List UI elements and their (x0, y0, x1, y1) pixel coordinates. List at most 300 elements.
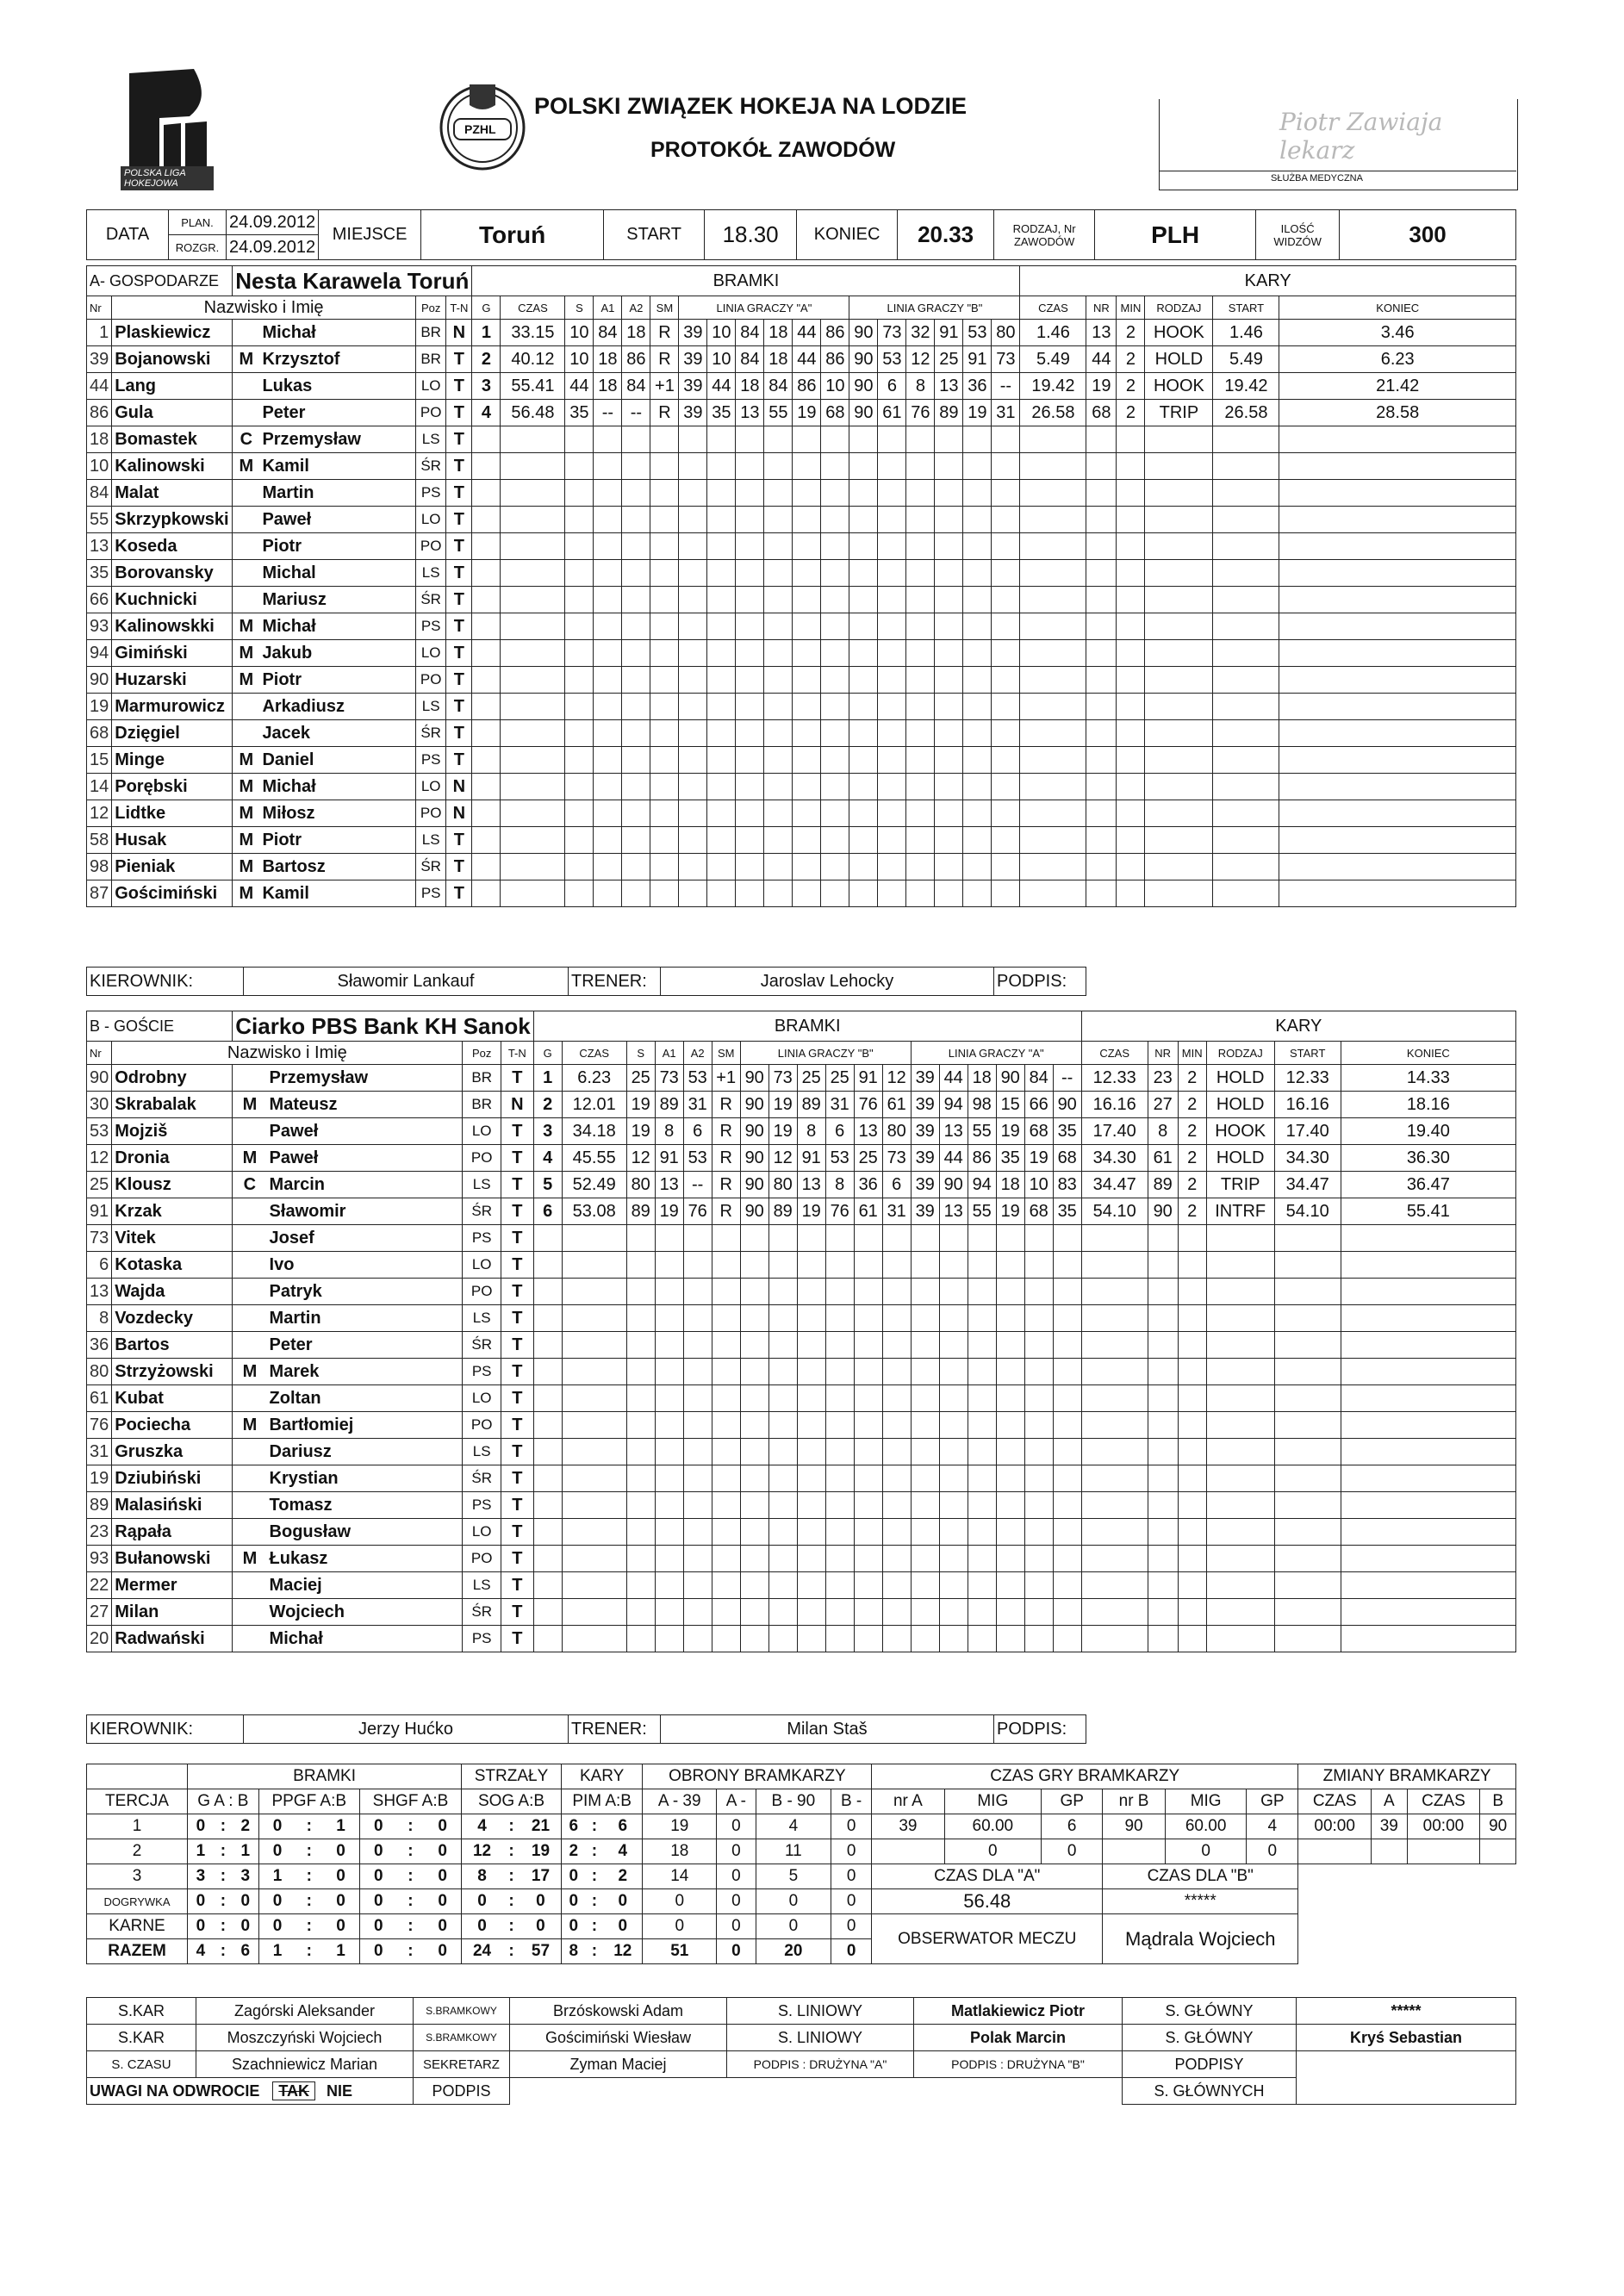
line-a-player (797, 1599, 825, 1626)
line-a-player (821, 480, 849, 507)
player-firstname: Sławomir (267, 1198, 463, 1225)
shgf-sep: : (397, 1914, 424, 1939)
player-number: 58 (87, 827, 112, 854)
player-row (87, 1492, 1516, 1519)
line-b-player: 90 (849, 346, 878, 373)
goal-scorer (565, 880, 594, 907)
player-tn: T (446, 453, 472, 480)
goal-number: 5 (533, 1172, 562, 1198)
player-number: 44 (87, 373, 112, 400)
line-b-player (935, 587, 963, 613)
player-row (87, 774, 1516, 800)
shots-sep: : (502, 1914, 520, 1939)
spectators-label: ILOŚĆ WIDZÓW (1256, 210, 1340, 260)
goal-scorer: 10 (565, 320, 594, 346)
line-b-player (849, 774, 878, 800)
line-a-player (854, 1546, 882, 1572)
player-surname: Kalinowskki (112, 613, 233, 640)
line-b-player: 94 (939, 1092, 968, 1118)
line-a-player (740, 1599, 768, 1626)
line-b-player (906, 507, 935, 533)
goal-assist-1 (594, 426, 622, 453)
penalty-player (1148, 1359, 1178, 1385)
penalty-start (1274, 1546, 1341, 1572)
line-b-player: 90 (939, 1172, 968, 1198)
player-flag (233, 400, 260, 426)
penalty-end: 21.42 (1279, 373, 1516, 400)
player-row (87, 880, 1516, 907)
player-number: 53 (87, 1118, 112, 1145)
line-b-player: 19 (1024, 1145, 1053, 1172)
line-a-player (679, 640, 707, 667)
player-flag: M (233, 1359, 267, 1385)
gk-nra: 39 (872, 1814, 944, 1839)
penalty-start (1274, 1359, 1341, 1385)
player-firstname: Paweł (259, 507, 415, 533)
penalty-player: 8 (1148, 1118, 1178, 1145)
goal-assist-2: 53 (683, 1065, 712, 1092)
h-gp: GP (1042, 1789, 1103, 1814)
line-a-player (679, 613, 707, 640)
penalty-minutes (1117, 667, 1145, 694)
player-tn: N (446, 800, 472, 827)
shgf-b: 0 (424, 1914, 462, 1939)
goal-time (501, 774, 565, 800)
penalty-player (1148, 1546, 1178, 1572)
player-surname: Borovansky (112, 560, 233, 587)
player-position: PS (415, 613, 445, 640)
period-label: 3 (87, 1864, 188, 1889)
remarks-sign-label: PODPIS (414, 2078, 510, 2105)
penalty-time (1020, 613, 1086, 640)
penalty-end: 18.16 (1341, 1092, 1515, 1118)
penalty-time (1020, 560, 1086, 587)
penalty-player (1148, 1599, 1178, 1626)
officials-table (86, 1997, 1516, 2105)
player-flag (233, 1465, 267, 1492)
player-row (87, 1359, 1516, 1385)
player-row (87, 854, 1516, 880)
line-b-player (939, 1465, 968, 1492)
goal-assist-1 (655, 1439, 683, 1465)
line-a-player (821, 560, 849, 587)
player-tn: T (501, 1519, 533, 1546)
player-row (87, 1279, 1516, 1305)
goal-assist-2 (683, 1626, 712, 1652)
player-firstname: Lukas (259, 373, 415, 400)
player-number: 86 (87, 400, 112, 426)
line-a-player: 86 (821, 320, 849, 346)
line-a-player (882, 1412, 911, 1439)
line-b-player: 25 (935, 346, 963, 373)
line-b-player: 13 (939, 1118, 968, 1145)
player-surname: Odrobny (112, 1065, 233, 1092)
line-a-player (679, 720, 707, 747)
goals-a: 3 (188, 1864, 214, 1889)
penalty-player: 68 (1086, 400, 1117, 426)
line-b-player: 89 (935, 400, 963, 426)
line-a-player: 8 (797, 1118, 825, 1145)
penalty-type (1145, 613, 1213, 640)
medic-label: SŁUŻBA MEDYCZNA (1271, 173, 1363, 184)
line-a-player (854, 1225, 882, 1252)
player-row (87, 507, 1516, 533)
change-a: 39 (1372, 1814, 1407, 1839)
yes-option[interactable]: TAK (272, 2081, 315, 2100)
goal-assist-1 (594, 827, 622, 854)
player-row (87, 320, 1516, 346)
penalty-player (1086, 854, 1117, 880)
saves-2: 0 (717, 1939, 756, 1964)
player-number: 61 (87, 1385, 112, 1412)
penalty-player (1086, 480, 1117, 507)
line-a-player (768, 1626, 797, 1652)
change-empty (1298, 1839, 1372, 1864)
shgf-a: 0 (359, 1864, 396, 1889)
goal-time (562, 1305, 626, 1332)
saves-4: 0 (831, 1839, 871, 1864)
line-b-player: 31 (992, 400, 1020, 426)
line-a-player (736, 560, 764, 587)
line-b-player: 13 (939, 1198, 968, 1225)
player-flag: M (233, 640, 260, 667)
goal-scorer (565, 507, 594, 533)
line-a-player (740, 1626, 768, 1652)
goal-situation (650, 774, 679, 800)
line-a-player (793, 774, 821, 800)
player-row (87, 1252, 1516, 1279)
penalty-end (1279, 640, 1516, 667)
line-a-player (821, 507, 849, 533)
line-b-player (939, 1546, 968, 1572)
team-banner (87, 266, 1516, 296)
line-b-player (878, 694, 906, 720)
player-firstname: Jakub (259, 640, 415, 667)
player-number: 25 (87, 1172, 112, 1198)
penalties-header: KARY (1081, 1011, 1515, 1042)
line-a-player: 39 (679, 346, 707, 373)
goal-assist-2 (622, 640, 650, 667)
line-b-player (849, 453, 878, 480)
line-b-player (906, 667, 935, 694)
penalty-type: HOLD (1206, 1092, 1274, 1118)
line-a-player (707, 613, 736, 640)
goal-assist-2 (683, 1252, 712, 1279)
player-firstname: Przemysław (259, 426, 415, 453)
player-number: 22 (87, 1572, 112, 1599)
player-number: 6 (87, 1252, 112, 1279)
goal-situation (712, 1252, 740, 1279)
goal-assist-1: 73 (655, 1065, 683, 1092)
goal-assist-1 (655, 1492, 683, 1519)
penalty-time (1081, 1305, 1148, 1332)
match-info-bar (86, 209, 1516, 260)
player-position: ŚR (415, 587, 445, 613)
goal-scorer: 80 (626, 1172, 655, 1198)
line-b-player (939, 1305, 968, 1332)
penalty-type: HOLD (1145, 346, 1213, 373)
line-b-player (906, 827, 935, 854)
lin1-name: Matlakiewicz Piotr (914, 1998, 1123, 2025)
penalty-start (1213, 426, 1279, 453)
line-b-player (996, 1572, 1024, 1599)
player-surname: Strzyżowski (112, 1359, 233, 1385)
ppgf-sep: : (296, 1889, 322, 1914)
goal-assist-2 (622, 827, 650, 854)
player-row (87, 1118, 1516, 1145)
team-a-coach-label: TRENER: (569, 968, 661, 996)
line-a-player: 91 (854, 1065, 882, 1092)
line-a-player (821, 800, 849, 827)
pim-b: 4 (603, 1839, 643, 1864)
line-a-player (793, 613, 821, 640)
penalty-player (1086, 800, 1117, 827)
goal-situation: R (650, 320, 679, 346)
goal-time: 6.23 (562, 1065, 626, 1092)
goal-assist-1 (594, 480, 622, 507)
line-a-player (797, 1626, 825, 1652)
line-a-player (764, 560, 793, 587)
saves-1: 0 (643, 1914, 717, 1939)
h-czas2: CZAS (1407, 1789, 1480, 1814)
player-firstname: Mariusz (259, 587, 415, 613)
pim-b: 12 (603, 1939, 643, 1964)
penalty-minutes (1117, 426, 1145, 453)
saves-2: 0 (717, 1864, 756, 1889)
player-position: LO (415, 774, 445, 800)
penalty-type (1206, 1519, 1274, 1546)
line-a-player (679, 480, 707, 507)
goal-assist-1 (655, 1519, 683, 1546)
shots-b: 57 (520, 1939, 561, 1964)
line-b-player: 61 (878, 400, 906, 426)
line-a-player: 39 (679, 320, 707, 346)
shgf-sep: : (397, 1814, 424, 1839)
player-row (87, 1305, 1516, 1332)
player-position: LO (415, 640, 445, 667)
no-option[interactable]: NIE (327, 2081, 353, 2100)
penalty-start (1274, 1599, 1341, 1626)
penalties-header: KARY (1020, 266, 1516, 296)
line-b-player (992, 507, 1020, 533)
penalty-type (1145, 720, 1213, 747)
line-b-player (1024, 1572, 1053, 1599)
goal-assist-1: 18 (594, 346, 622, 373)
player-row (87, 1172, 1516, 1198)
player-position: LS (415, 560, 445, 587)
player-flag: M (233, 1412, 267, 1439)
line-b-player: 90 (849, 320, 878, 346)
shots-a: 24 (462, 1939, 502, 1964)
goal-situation: R (712, 1198, 740, 1225)
penalty-player (1086, 560, 1117, 587)
col-nr: Nr (87, 1042, 112, 1065)
team-b-staff (86, 1714, 1516, 1744)
player-tn: T (501, 1385, 533, 1412)
penalty-player: 90 (1148, 1198, 1178, 1225)
line-a-player: 89 (797, 1092, 825, 1118)
penalty-end (1341, 1305, 1515, 1332)
goal-assist-2 (622, 720, 650, 747)
pim-a: 8 (561, 1939, 585, 1964)
line-a-player: 25 (825, 1065, 854, 1092)
goal-assist-2 (683, 1572, 712, 1599)
line-b-player (963, 453, 992, 480)
col-pos: Poz (415, 296, 445, 320)
line-b-player (963, 694, 992, 720)
line-b-player (911, 1519, 939, 1546)
line-b-player (968, 1546, 996, 1572)
player-flag: M (233, 453, 260, 480)
player-surname: Wajda (112, 1279, 233, 1305)
shgf-b: 0 (424, 1814, 462, 1839)
goal-situation (650, 453, 679, 480)
penalty-player: 27 (1148, 1092, 1178, 1118)
penalty-minutes: 2 (1178, 1145, 1206, 1172)
goals-sep: : (214, 1914, 233, 1939)
line-a-player (882, 1225, 911, 1252)
ppgf-b: 0 (322, 1864, 359, 1889)
line-a-player (854, 1359, 882, 1385)
goal-assist-2: 31 (683, 1092, 712, 1118)
goal-time (562, 1225, 626, 1252)
goal-time (501, 480, 565, 507)
player-firstname: Tomasz (267, 1492, 463, 1519)
player-surname: Skrzypkowski (112, 507, 233, 533)
goal-number (533, 1465, 562, 1492)
line-a-player: 61 (854, 1198, 882, 1225)
penalty-time (1020, 426, 1086, 453)
penalty-end (1341, 1385, 1515, 1412)
player-position: ŚR (463, 1599, 501, 1626)
player-row (87, 426, 1516, 453)
goal-time (501, 560, 565, 587)
line-b-player (968, 1332, 996, 1359)
line-a-player (768, 1332, 797, 1359)
goal-scorer: 44 (565, 373, 594, 400)
player-tn: T (446, 667, 472, 694)
line-b-player (968, 1252, 996, 1279)
player-firstname: Miłosz (259, 800, 415, 827)
player-firstname: Zoltan (267, 1385, 463, 1412)
player-tn: T (501, 1305, 533, 1332)
line-a-player (740, 1439, 768, 1465)
saves-4: 0 (831, 1914, 871, 1939)
penalty-type: TRIP (1145, 400, 1213, 426)
col-pen-time: CZAS (1081, 1042, 1148, 1065)
line-a-player (793, 640, 821, 667)
player-position: LS (415, 426, 445, 453)
goal-number (472, 694, 501, 720)
goal-situation (650, 720, 679, 747)
player-surname: Kubat (112, 1385, 233, 1412)
line-a-player (679, 774, 707, 800)
line-a-player (707, 453, 736, 480)
player-row (87, 1198, 1516, 1225)
goal-time (562, 1626, 626, 1652)
player-position: LS (463, 1572, 501, 1599)
line-a-player (825, 1465, 854, 1492)
goal-time: 45.55 (562, 1145, 626, 1172)
goal-time (562, 1572, 626, 1599)
change-empty (1407, 1839, 1480, 1864)
player-flag (233, 1279, 267, 1305)
ppgf-sep: : (296, 1864, 322, 1889)
player-firstname: Wojciech (267, 1599, 463, 1626)
player-row (87, 1145, 1516, 1172)
line-b-player: 13 (935, 373, 963, 400)
player-surname: Dziubiński (112, 1465, 233, 1492)
penalty-type (1206, 1385, 1274, 1412)
line-b-player (1053, 1359, 1081, 1385)
goal-assist-1 (594, 800, 622, 827)
line-b-player (906, 426, 935, 453)
glowny2-name: Kryś Sebastian (1297, 2025, 1516, 2051)
remarks-row (87, 2078, 414, 2105)
plh-logo (121, 65, 215, 194)
penalty-player: 13 (1086, 320, 1117, 346)
penalty-start (1274, 1519, 1341, 1546)
line-a-player: 31 (882, 1198, 911, 1225)
line-b-player: 90 (1053, 1092, 1081, 1118)
player-flag: M (233, 880, 260, 907)
goal-number (472, 507, 501, 533)
pim-sep: : (586, 1914, 603, 1939)
penalty-player (1148, 1572, 1178, 1599)
penalty-end: 28.58 (1279, 400, 1516, 426)
line-b-player (1024, 1599, 1053, 1626)
player-tn: T (501, 1599, 533, 1626)
line-a-player (764, 827, 793, 854)
goal-assist-2: -- (622, 400, 650, 426)
line-a-player (764, 774, 793, 800)
goal-scorer (626, 1546, 655, 1572)
line-b-player (878, 587, 906, 613)
player-surname: Kuchnicki (112, 587, 233, 613)
goal-time (562, 1439, 626, 1465)
penalty-time (1020, 774, 1086, 800)
line-b-player (968, 1305, 996, 1332)
change-empty (1372, 1839, 1407, 1864)
shots-a: 0 (462, 1889, 502, 1914)
penalty-start (1213, 667, 1279, 694)
goal-scorer (565, 613, 594, 640)
shgf-a: 0 (359, 1939, 396, 1964)
column-headers (87, 296, 1516, 320)
line-b-player (935, 613, 963, 640)
start-value: 18.30 (705, 210, 797, 260)
player-tn: T (501, 1412, 533, 1439)
line-b-player (992, 694, 1020, 720)
line-a-player (736, 453, 764, 480)
pim-b: 0 (603, 1889, 643, 1914)
penalty-type (1145, 854, 1213, 880)
summary-goals-header: BRAMKI (188, 1764, 462, 1789)
line-a-player (740, 1492, 768, 1519)
goal-time (501, 854, 565, 880)
player-surname: Bojanowski (112, 346, 233, 373)
goal-scorer (565, 453, 594, 480)
goal-assist-2 (622, 747, 650, 774)
line-b-player: 83 (1053, 1172, 1081, 1198)
player-surname: Bułanowski (112, 1546, 233, 1572)
player-position: LO (463, 1519, 501, 1546)
player-firstname: Krystian (267, 1465, 463, 1492)
penalty-type: TRIP (1206, 1172, 1274, 1198)
player-row (87, 640, 1516, 667)
penalty-time: 34.47 (1081, 1172, 1148, 1198)
goal-scorer: 25 (626, 1065, 655, 1092)
